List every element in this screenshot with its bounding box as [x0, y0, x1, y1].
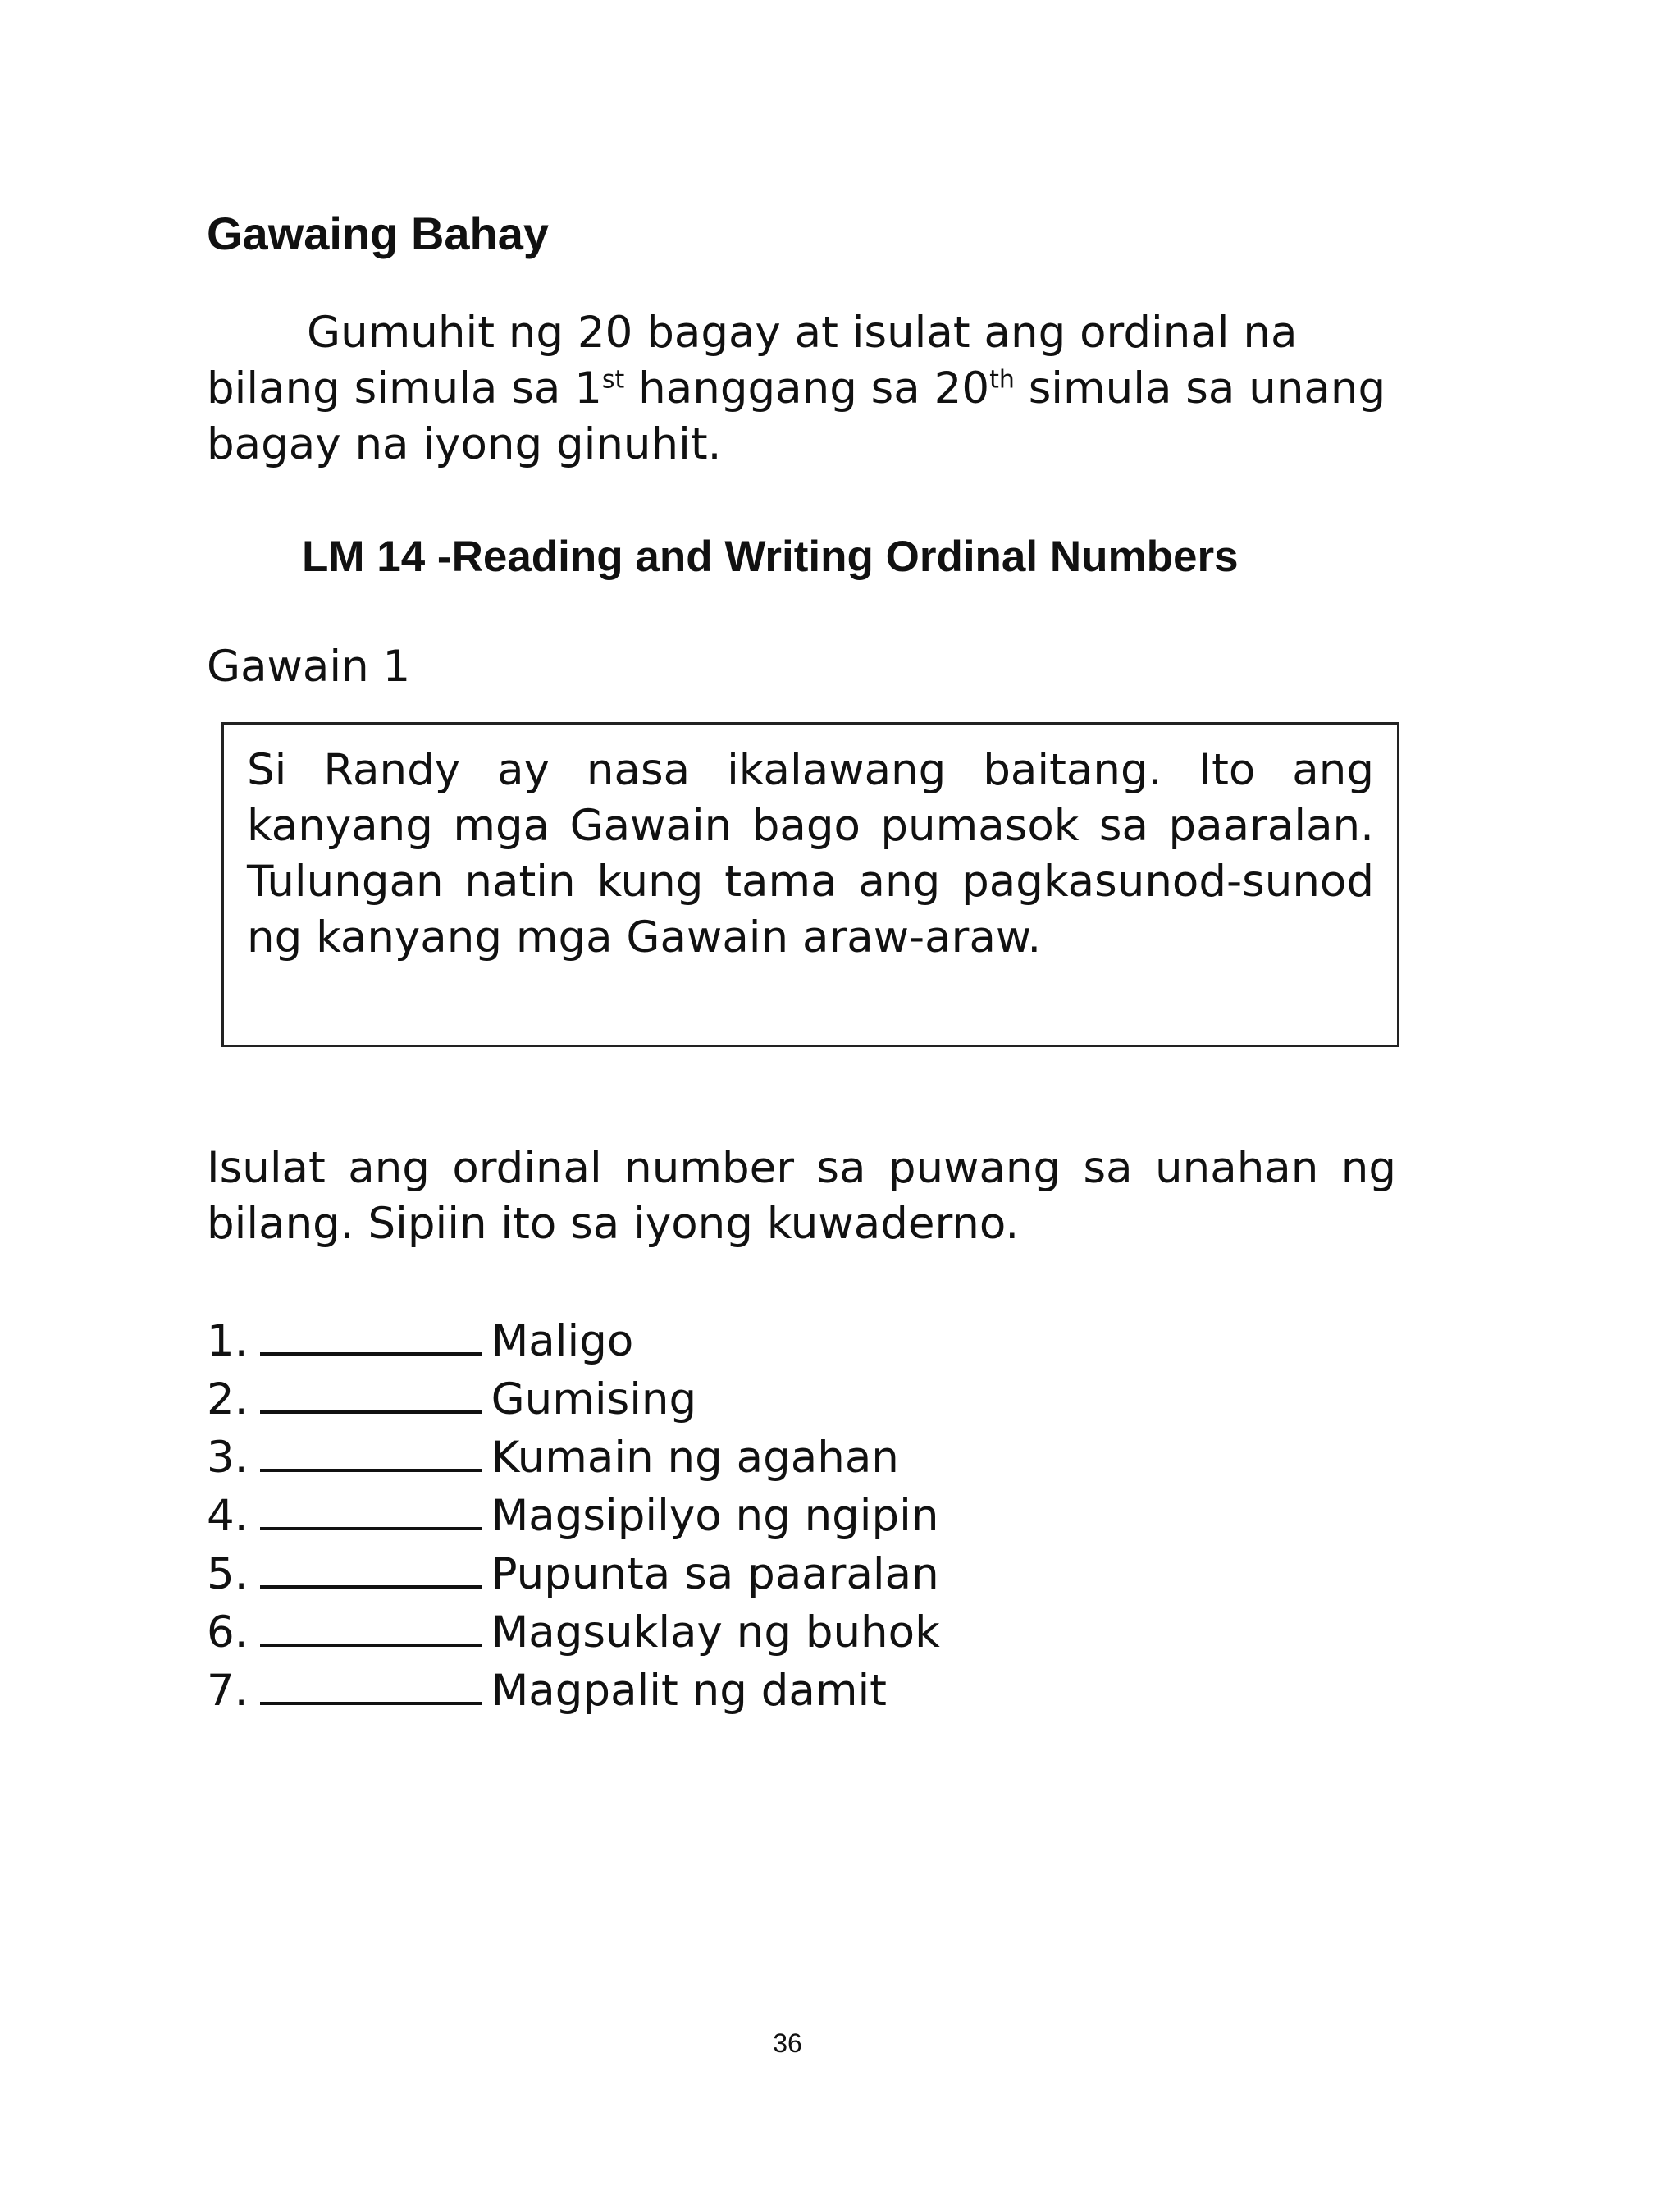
item-text: Magsuklay ng buhok — [491, 1607, 940, 1657]
item-number: 4. — [207, 1491, 249, 1541]
list-item — [207, 1602, 940, 1661]
section-heading: Gawaing Bahay — [207, 208, 550, 259]
answer-blank[interactable] — [260, 1369, 482, 1414]
item-text: Magsipilyo ng ngipin — [491, 1491, 939, 1541]
paragraph-text-3: simula sa unang bagay na iyong ginuhit. — [207, 363, 1386, 469]
list-item — [207, 1369, 940, 1428]
item-text: Pupunta sa paaralan — [491, 1549, 939, 1599]
answer-blank[interactable] — [260, 1661, 482, 1705]
answer-blank[interactable] — [260, 1602, 482, 1647]
story-text: Si Randy ay nasa ikalawang baitang. Ito ang kanyang mga Gawain bago pumasok sa paaralan. Tulungan natin kung tama ang pagkasunod-sunod ng kanyang mga Gawain araw-araw. — [247, 745, 1374, 962]
item-number: 1. — [207, 1316, 249, 1366]
ordinal-suffix-th: th — [989, 365, 1015, 395]
item-text: Gumising — [491, 1374, 697, 1424]
list-item — [207, 1544, 940, 1602]
ordinal-suffix-st: st — [601, 365, 625, 395]
homework-paragraph — [207, 305, 1396, 473]
list-item — [207, 1486, 940, 1544]
item-text: Maligo — [491, 1316, 634, 1366]
instructions-text: Isulat ang ordinal number sa puwang sa unahan ng bilang. Sipiin ito sa iyong kuwaderno. — [207, 1143, 1396, 1249]
story-box — [221, 722, 1399, 1047]
item-number: 5. — [207, 1549, 249, 1599]
activity-list — [207, 1311, 940, 1719]
answer-blank[interactable] — [260, 1544, 482, 1589]
page-number: 36 — [773, 2028, 802, 2058]
activity-label: Gawain 1 — [207, 642, 411, 692]
item-number: 6. — [207, 1607, 249, 1657]
list-item — [207, 1311, 940, 1369]
item-number: 2. — [207, 1374, 249, 1424]
paragraph-text-1: Gumuhit ng 20 bagay at isulat ang ordinal na bilang simula sa 1 — [207, 308, 1298, 414]
item-number: 3. — [207, 1433, 249, 1483]
answer-blank[interactable] — [260, 1311, 482, 1356]
item-text: Magpalit ng damit — [491, 1666, 887, 1716]
item-number: 7. — [207, 1666, 249, 1716]
list-item — [207, 1428, 940, 1486]
answer-blank[interactable] — [260, 1428, 482, 1472]
paragraph-text-2: hanggang sa 20 — [624, 363, 990, 414]
answer-blank[interactable] — [260, 1486, 482, 1530]
lesson-title: LM 14 -Reading and Writing Ordinal Numbers — [302, 533, 1239, 581]
item-text: Kumain ng agahan — [491, 1433, 899, 1483]
list-item — [207, 1661, 940, 1719]
